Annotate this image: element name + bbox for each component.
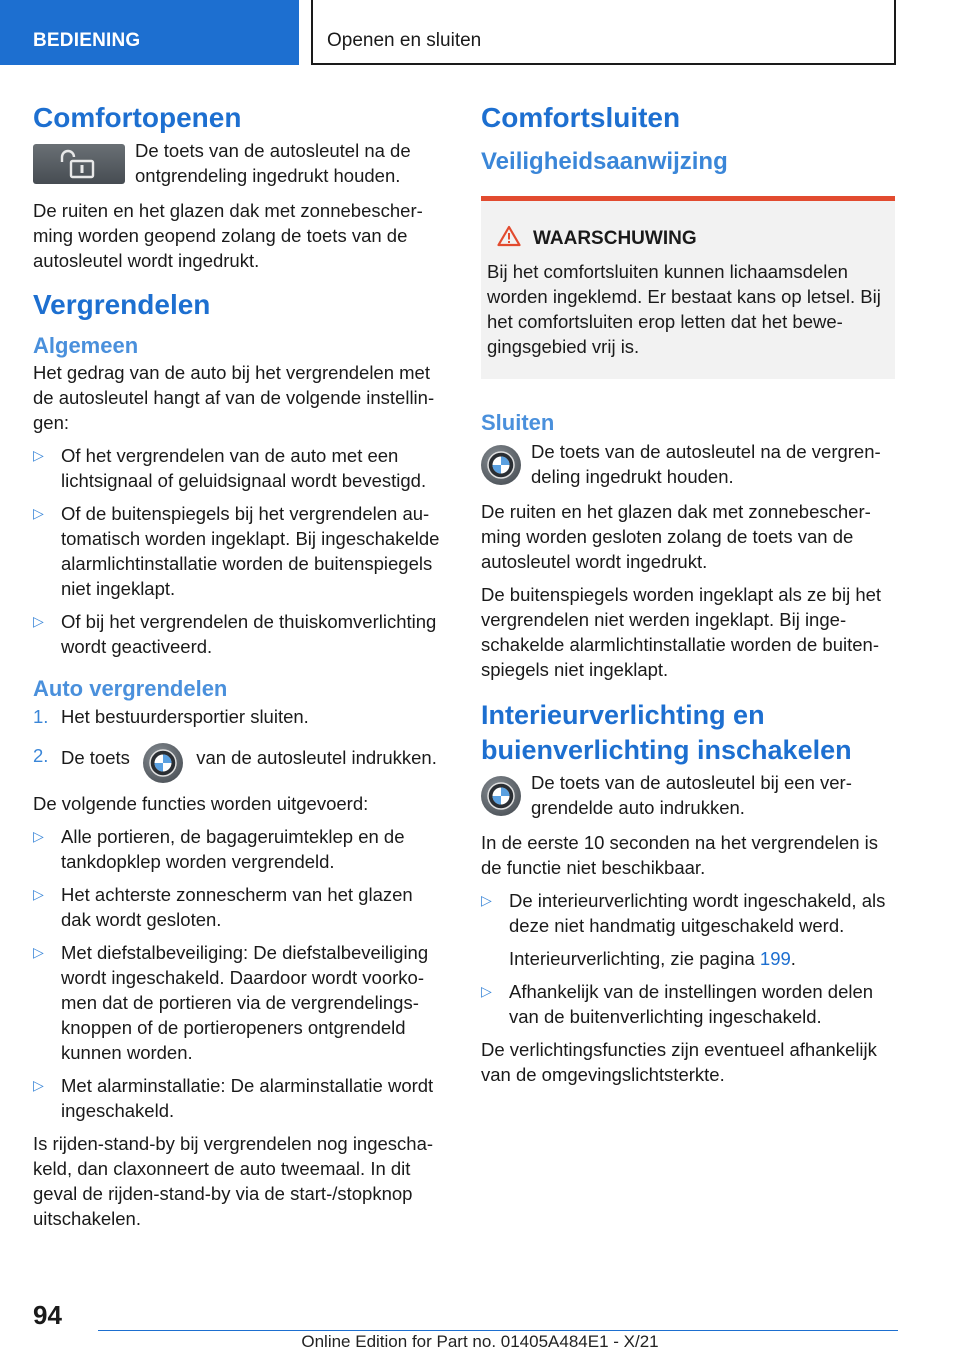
interieur-intro: In de eerste 10 seconden na het vergrendelen is de functie niet beschikbaar. — [481, 832, 879, 879]
heading-auto-vergrendelen: Auto vergrendelen — [33, 676, 228, 702]
heading-comfortopenen: Comfortopenen — [33, 102, 242, 133]
warning-header — [487, 225, 887, 253]
list-item: ▷ Of het vergrendelen van de auto met een lichtsignaal of geluidsignaal wordt bevestigd. — [33, 445, 427, 492]
unlock-key-row — [33, 138, 447, 188]
list-item: ▷ Afhankelijk van de instellingen worden delen van de buitenverlichting ingeschakeld. — [481, 981, 874, 1028]
triangle-bullet-icon: ▷ — [33, 885, 44, 902]
triangle-bullet-icon: ▷ — [33, 1076, 44, 1093]
list-item: ▷ Alle portieren, de bagageruimteklep en de tankdopklep worden vergrendeld. — [33, 825, 405, 872]
heading-sluiten: Sluiten — [481, 409, 555, 435]
bmw-logo-key-icon — [481, 776, 521, 816]
warning-text: Bij het comfortsluiten kunnen lichaamsdelen worden ingeklemd. Er bestaat kans op letsel. Bij het comfortsluiten erop letten dat het bewegingsgebied vrij is. — [487, 260, 881, 357]
functions-intro: De volgende functies worden uitgevoerd: — [33, 792, 369, 814]
triangle-bullet-icon: ▷ — [33, 613, 44, 630]
warning-label: WAARSCHUWING — [533, 227, 697, 249]
triangle-bullet-icon: ▷ — [481, 983, 492, 1000]
interieur-closing: De verlichtingsfuncties zijn eventueel afhankelijk van de omgevingslichtsterkte. — [481, 1039, 877, 1086]
page-link[interactable]: 199 — [759, 948, 791, 970]
right-column — [481, 100, 895, 1095]
list-item: ▷ Met diefstalbeveiliging: De diefstalbeveiliging wordt ingeschakeld. Daardoor wordt voorkomen dat de portieren via de vergrendelingsknoppen of de portieropeners ontgrendeld kunnen worden. — [33, 941, 429, 1063]
triangle-bullet-icon: ▷ — [33, 505, 44, 522]
sluiten-body2: De buitenspiegels worden ingeklapt als ze bij het vergrendelen niet werden ingeklapt. Bij ingeschakelde alarmlichtinstallatie worden de buitenspiegels niet ingeklapt. — [481, 584, 882, 681]
heading-comfortsluiten: Comfortsluiten — [481, 102, 681, 133]
steps-list — [33, 704, 447, 783]
list-item: ▷ De interieurverlichting wordt ingeschakeld, als deze niet handmatig uitgeschakeld werd. Interieurverlichting, zie pagina 199. — [481, 888, 895, 971]
footer-divider — [98, 1330, 898, 1331]
vergrendelen-closing: Is rijden-stand-by bij vergrendelen nog ingeschakeld, dan claxonneert de auto tweemaal. In dit geval de rijden-stand-by via de start-/stopknop uitschakelen. — [33, 1132, 434, 1229]
comfortopenen-body: De ruiten en het glazen dak met zonnebescherming worden geopend zolang de toets van de autosleutel wordt ingedrukt. — [33, 200, 423, 272]
list-item: ▷ Met alarminstallatie: De alarminstallatie wordt ingeschakeld. — [33, 1074, 434, 1121]
triangle-bullet-icon: ▷ — [33, 827, 44, 844]
list-item: ▷ Of bij het vergrendelen de thuiskomverlichting wordt geactiveerd. — [33, 611, 437, 658]
interieur-list — [481, 888, 895, 1029]
heading-vergrendelen: Vergrendelen — [33, 289, 211, 321]
heading-interieurverlichting: Interieurverlichting en buienverlichting inschakelen — [481, 700, 852, 766]
heading-algemeen: Algemeen — [33, 332, 139, 358]
step-item: 1. Het bestuurdersportier sluiten. — [33, 705, 309, 727]
warning-box — [481, 196, 895, 379]
lock-key-row — [481, 439, 895, 489]
sluiten-body1: De ruiten en het glazen dak met zonnebescherming worden gesloten zolang de toets van de autosleutel wordt ingedrukt. — [481, 501, 871, 573]
page-reference: Interieurverlichting, zie pagina 199. — [509, 948, 796, 970]
bmw-logo-key-icon — [143, 743, 183, 783]
triangle-bullet-icon: ▷ — [33, 943, 44, 960]
section-tab: BEDIENING — [0, 0, 299, 65]
light-key-row — [481, 770, 895, 820]
unlock-key-text: De toets van de autosleutel na de ontgrendeling ingedrukt houden. — [135, 140, 411, 187]
triangle-bullet-icon: ▷ — [33, 447, 44, 464]
algemeen-intro: Het gedrag van de auto bij het vergrendelen met de autosleutel hangt af van de volgende instellingen: — [33, 362, 435, 434]
list-item: ▷ Het achterste zonnescherm van het glazen dak wordt gesloten. — [33, 883, 413, 930]
footer-edition: Online Edition for Part no. 01405A484E1 - X/21 — [301, 1332, 659, 1351]
list-item: ▷ Of de buitenspiegels bij het vergrendelen automatisch worden ingeklapt. Bij ingeschakelde alarmlichtinstallatie worden de buitenspiegels niet ingeklapt. — [33, 503, 440, 600]
unlock-key-icon — [33, 144, 125, 184]
warning-triangle-icon — [497, 225, 521, 253]
step-item: 2. De toets van de autosleutel indrukken. — [33, 743, 447, 783]
algemeen-list — [33, 443, 447, 659]
triangle-bullet-icon: ▷ — [481, 892, 492, 909]
bmw-logo-key-icon — [481, 445, 521, 485]
light-key-text: De toets van de autosleutel bij een vergrendelde auto indrukken. — [531, 772, 852, 819]
heading-veiligheidsaanwijzing: Veiligheidsaanwijzing — [481, 148, 728, 176]
functions-list — [33, 824, 447, 1123]
chapter-title: Openen en sluiten — [311, 0, 896, 65]
left-column — [33, 100, 447, 1239]
page-number: 94 — [33, 1300, 62, 1330]
lock-key-text: De toets van de autosleutel na de vergrendeling ingedrukt houden. — [531, 441, 881, 488]
